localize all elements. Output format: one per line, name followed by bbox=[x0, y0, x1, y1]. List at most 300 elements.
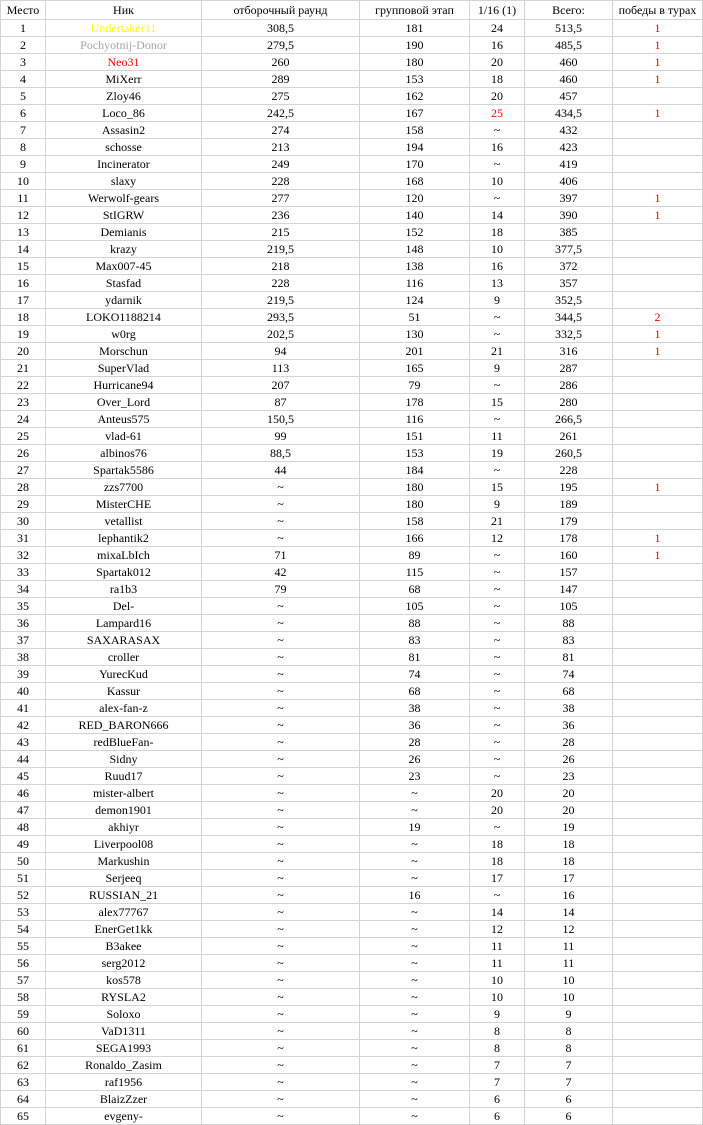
place-cell: 45 bbox=[1, 768, 46, 785]
header-group-stage: групповой этап bbox=[360, 1, 470, 20]
place-cell: 24 bbox=[1, 411, 46, 428]
total-cell: 406 bbox=[525, 173, 613, 190]
total-cell: 68 bbox=[525, 683, 613, 700]
total-cell: 332,5 bbox=[525, 326, 613, 343]
total-cell: 20 bbox=[525, 802, 613, 819]
round-of-16-cell: 19 bbox=[470, 445, 525, 462]
table-row bbox=[1, 802, 703, 819]
table-row bbox=[1, 598, 703, 615]
table-row bbox=[1, 122, 703, 139]
table-row bbox=[1, 54, 703, 71]
table-row bbox=[1, 462, 703, 479]
group-stage-cell: 180 bbox=[360, 496, 470, 513]
place-cell: 57 bbox=[1, 972, 46, 989]
total-cell: 20 bbox=[525, 785, 613, 802]
total-cell: 26 bbox=[525, 751, 613, 768]
table-row bbox=[1, 445, 703, 462]
qualifying-cell: 150,5 bbox=[202, 411, 360, 428]
tour-wins-cell bbox=[613, 921, 703, 938]
place-cell: 37 bbox=[1, 632, 46, 649]
total-cell: 178 bbox=[525, 530, 613, 547]
round-of-16-cell: ~ bbox=[470, 190, 525, 207]
place-cell: 6 bbox=[1, 105, 46, 122]
round-of-16-cell: 6 bbox=[470, 1108, 525, 1125]
nick-cell: Spartak012 bbox=[46, 564, 202, 581]
table-row bbox=[1, 683, 703, 700]
qualifying-cell: ~ bbox=[202, 785, 360, 802]
table-row bbox=[1, 207, 703, 224]
qualifying-cell: 242,5 bbox=[202, 105, 360, 122]
table-row bbox=[1, 71, 703, 88]
round-of-16-cell: 20 bbox=[470, 802, 525, 819]
group-stage-cell: 23 bbox=[360, 768, 470, 785]
tour-wins-cell bbox=[613, 241, 703, 258]
nick-cell: demon1901 bbox=[46, 802, 202, 819]
tour-wins-cell bbox=[613, 989, 703, 1006]
nick-cell: Incinerator bbox=[46, 156, 202, 173]
tour-wins-cell bbox=[613, 564, 703, 581]
qualifying-cell: ~ bbox=[202, 768, 360, 785]
place-cell: 62 bbox=[1, 1057, 46, 1074]
nick-cell: Lampard16 bbox=[46, 615, 202, 632]
table-row bbox=[1, 190, 703, 207]
group-stage-cell: 89 bbox=[360, 547, 470, 564]
tour-wins-cell: 1 bbox=[613, 20, 703, 37]
nick-cell: VaD1311 bbox=[46, 1023, 202, 1040]
round-of-16-cell: ~ bbox=[470, 649, 525, 666]
place-cell: 48 bbox=[1, 819, 46, 836]
qualifying-cell: ~ bbox=[202, 496, 360, 513]
table-row bbox=[1, 751, 703, 768]
table-row bbox=[1, 1023, 703, 1040]
round-of-16-cell: 15 bbox=[470, 479, 525, 496]
table-row bbox=[1, 1057, 703, 1074]
round-of-16-cell: 11 bbox=[470, 428, 525, 445]
round-of-16-cell: 20 bbox=[470, 785, 525, 802]
total-cell: 8 bbox=[525, 1023, 613, 1040]
total-cell: 195 bbox=[525, 479, 613, 496]
nick-cell: Werwolf-gears bbox=[46, 190, 202, 207]
header-qualifying-round: отборочный раунд bbox=[202, 1, 360, 20]
total-cell: 83 bbox=[525, 632, 613, 649]
nick-cell: Hurricane94 bbox=[46, 377, 202, 394]
group-stage-cell: ~ bbox=[360, 1057, 470, 1074]
table-row bbox=[1, 513, 703, 530]
round-of-16-cell: 9 bbox=[470, 1006, 525, 1023]
tour-wins-cell bbox=[613, 938, 703, 955]
group-stage-cell: ~ bbox=[360, 955, 470, 972]
total-cell: 81 bbox=[525, 649, 613, 666]
nick-cell: RUSSIAN_21 bbox=[46, 887, 202, 904]
round-of-16-cell: 8 bbox=[470, 1023, 525, 1040]
total-cell: 18 bbox=[525, 836, 613, 853]
total-cell: 6 bbox=[525, 1108, 613, 1125]
place-cell: 35 bbox=[1, 598, 46, 615]
nick-cell: Pochyotnij-Donor bbox=[46, 37, 202, 54]
qualifying-cell: 228 bbox=[202, 173, 360, 190]
table-row bbox=[1, 1006, 703, 1023]
table-row bbox=[1, 20, 703, 37]
total-cell: 372 bbox=[525, 258, 613, 275]
total-cell: 160 bbox=[525, 547, 613, 564]
place-cell: 46 bbox=[1, 785, 46, 802]
total-cell: 432 bbox=[525, 122, 613, 139]
place-cell: 12 bbox=[1, 207, 46, 224]
nick-cell: lephantik2 bbox=[46, 530, 202, 547]
group-stage-cell: 151 bbox=[360, 428, 470, 445]
table-row bbox=[1, 394, 703, 411]
qualifying-cell: 260 bbox=[202, 54, 360, 71]
place-cell: 23 bbox=[1, 394, 46, 411]
qualifying-cell: ~ bbox=[202, 802, 360, 819]
group-stage-cell: 153 bbox=[360, 71, 470, 88]
table-row bbox=[1, 530, 703, 547]
total-cell: 17 bbox=[525, 870, 613, 887]
place-cell: 18 bbox=[1, 309, 46, 326]
qualifying-cell: 88,5 bbox=[202, 445, 360, 462]
place-cell: 52 bbox=[1, 887, 46, 904]
round-of-16-cell: 18 bbox=[470, 836, 525, 853]
nick-cell: Spartak5586 bbox=[46, 462, 202, 479]
tour-wins-cell bbox=[613, 904, 703, 921]
round-of-16-cell: 25 bbox=[470, 105, 525, 122]
table-row bbox=[1, 547, 703, 564]
tour-wins-cell bbox=[613, 785, 703, 802]
nick-cell: B3akee bbox=[46, 938, 202, 955]
tour-wins-cell: 1 bbox=[613, 190, 703, 207]
group-stage-cell: 168 bbox=[360, 173, 470, 190]
round-of-16-cell: ~ bbox=[470, 377, 525, 394]
table-row bbox=[1, 88, 703, 105]
place-cell: 2 bbox=[1, 37, 46, 54]
group-stage-cell: 19 bbox=[360, 819, 470, 836]
tour-wins-cell bbox=[613, 751, 703, 768]
nick-cell: vlad-61 bbox=[46, 428, 202, 445]
nick-cell: MiXerr bbox=[46, 71, 202, 88]
qualifying-cell: ~ bbox=[202, 921, 360, 938]
total-cell: 344,5 bbox=[525, 309, 613, 326]
round-of-16-cell: ~ bbox=[470, 632, 525, 649]
place-cell: 40 bbox=[1, 683, 46, 700]
place-cell: 64 bbox=[1, 1091, 46, 1108]
total-cell: 485,5 bbox=[525, 37, 613, 54]
tour-wins-cell bbox=[613, 955, 703, 972]
tour-wins-cell bbox=[613, 615, 703, 632]
tour-wins-cell bbox=[613, 139, 703, 156]
place-cell: 27 bbox=[1, 462, 46, 479]
round-of-16-cell: 10 bbox=[470, 241, 525, 258]
header-total: Всего: bbox=[525, 1, 613, 20]
nick-cell: alex-fan-z bbox=[46, 700, 202, 717]
header-place: Место bbox=[1, 1, 46, 20]
tour-wins-cell bbox=[613, 632, 703, 649]
table-row bbox=[1, 1108, 703, 1125]
place-cell: 55 bbox=[1, 938, 46, 955]
total-cell: 18 bbox=[525, 853, 613, 870]
table-row bbox=[1, 632, 703, 649]
place-cell: 39 bbox=[1, 666, 46, 683]
group-stage-cell: 138 bbox=[360, 258, 470, 275]
round-of-16-cell: ~ bbox=[470, 547, 525, 564]
group-stage-cell: 116 bbox=[360, 275, 470, 292]
tour-wins-cell bbox=[613, 292, 703, 309]
nick-cell: evgeny- bbox=[46, 1108, 202, 1125]
nick-cell: Liverpool08 bbox=[46, 836, 202, 853]
group-stage-cell: 201 bbox=[360, 343, 470, 360]
nick-cell: slaxy bbox=[46, 173, 202, 190]
place-cell: 15 bbox=[1, 258, 46, 275]
group-stage-cell: 68 bbox=[360, 581, 470, 598]
table-row bbox=[1, 241, 703, 258]
tour-wins-cell bbox=[613, 224, 703, 241]
nick-cell: schosse bbox=[46, 139, 202, 156]
group-stage-cell: 124 bbox=[360, 292, 470, 309]
tour-wins-cell bbox=[613, 88, 703, 105]
place-cell: 11 bbox=[1, 190, 46, 207]
group-stage-cell: ~ bbox=[360, 1108, 470, 1125]
total-cell: 14 bbox=[525, 904, 613, 921]
tour-wins-cell: 2 bbox=[613, 309, 703, 326]
round-of-16-cell: ~ bbox=[470, 768, 525, 785]
group-stage-cell: 158 bbox=[360, 513, 470, 530]
nick-cell: StIGRW bbox=[46, 207, 202, 224]
round-of-16-cell: ~ bbox=[470, 326, 525, 343]
place-cell: 60 bbox=[1, 1023, 46, 1040]
tour-wins-cell bbox=[613, 1023, 703, 1040]
place-cell: 17 bbox=[1, 292, 46, 309]
qualifying-cell: ~ bbox=[202, 734, 360, 751]
place-cell: 8 bbox=[1, 139, 46, 156]
place-cell: 49 bbox=[1, 836, 46, 853]
table-row bbox=[1, 785, 703, 802]
table-row bbox=[1, 734, 703, 751]
tour-wins-cell bbox=[613, 836, 703, 853]
tour-wins-cell bbox=[613, 853, 703, 870]
tour-wins-cell bbox=[613, 1074, 703, 1091]
place-cell: 26 bbox=[1, 445, 46, 462]
table-row bbox=[1, 1091, 703, 1108]
place-cell: 14 bbox=[1, 241, 46, 258]
total-cell: 286 bbox=[525, 377, 613, 394]
table-row bbox=[1, 819, 703, 836]
place-cell: 43 bbox=[1, 734, 46, 751]
group-stage-cell: 28 bbox=[360, 734, 470, 751]
table-row bbox=[1, 564, 703, 581]
total-cell: 397 bbox=[525, 190, 613, 207]
qualifying-cell: ~ bbox=[202, 989, 360, 1006]
nick-cell: redBlueFan- bbox=[46, 734, 202, 751]
tour-wins-cell: 1 bbox=[613, 530, 703, 547]
nick-cell: mixaLbIch bbox=[46, 547, 202, 564]
nick-cell: akhiyr bbox=[46, 819, 202, 836]
nick-cell: Sidny bbox=[46, 751, 202, 768]
place-cell: 31 bbox=[1, 530, 46, 547]
round-of-16-cell: 20 bbox=[470, 54, 525, 71]
qualifying-cell: ~ bbox=[202, 955, 360, 972]
total-cell: 266,5 bbox=[525, 411, 613, 428]
group-stage-cell: 165 bbox=[360, 360, 470, 377]
qualifying-cell: ~ bbox=[202, 615, 360, 632]
round-of-16-cell: ~ bbox=[470, 751, 525, 768]
nick-cell: YurecKud bbox=[46, 666, 202, 683]
place-cell: 16 bbox=[1, 275, 46, 292]
place-cell: 63 bbox=[1, 1074, 46, 1091]
tour-wins-cell bbox=[613, 1040, 703, 1057]
tour-wins-cell bbox=[613, 258, 703, 275]
group-stage-cell: 190 bbox=[360, 37, 470, 54]
place-cell: 20 bbox=[1, 343, 46, 360]
round-of-16-cell: 10 bbox=[470, 989, 525, 1006]
place-cell: 30 bbox=[1, 513, 46, 530]
total-cell: 6 bbox=[525, 1091, 613, 1108]
group-stage-cell: ~ bbox=[360, 1074, 470, 1091]
place-cell: 22 bbox=[1, 377, 46, 394]
nick-cell: Stasfad bbox=[46, 275, 202, 292]
tour-wins-cell bbox=[613, 122, 703, 139]
group-stage-cell: 152 bbox=[360, 224, 470, 241]
nick-cell: w0rg bbox=[46, 326, 202, 343]
tour-wins-cell bbox=[613, 683, 703, 700]
qualifying-cell: 228 bbox=[202, 275, 360, 292]
header-round-of-16: 1/16 (1) bbox=[470, 1, 525, 20]
place-cell: 32 bbox=[1, 547, 46, 564]
place-cell: 56 bbox=[1, 955, 46, 972]
place-cell: 51 bbox=[1, 870, 46, 887]
group-stage-cell: 180 bbox=[360, 479, 470, 496]
total-cell: 434,5 bbox=[525, 105, 613, 122]
total-cell: 316 bbox=[525, 343, 613, 360]
header-tour-wins: победы в турах bbox=[613, 1, 703, 20]
total-cell: 423 bbox=[525, 139, 613, 156]
tour-wins-cell bbox=[613, 819, 703, 836]
round-of-16-cell: ~ bbox=[470, 122, 525, 139]
group-stage-cell: ~ bbox=[360, 1040, 470, 1057]
qualifying-cell: 218 bbox=[202, 258, 360, 275]
table-row bbox=[1, 717, 703, 734]
table-row bbox=[1, 411, 703, 428]
nick-cell: Anteus575 bbox=[46, 411, 202, 428]
total-cell: 38 bbox=[525, 700, 613, 717]
group-stage-cell: 79 bbox=[360, 377, 470, 394]
place-cell: 34 bbox=[1, 581, 46, 598]
table-row bbox=[1, 326, 703, 343]
table-row bbox=[1, 870, 703, 887]
group-stage-cell: 178 bbox=[360, 394, 470, 411]
qualifying-cell: ~ bbox=[202, 853, 360, 870]
tour-wins-cell bbox=[613, 1091, 703, 1108]
total-cell: 11 bbox=[525, 955, 613, 972]
qualifying-cell: ~ bbox=[202, 717, 360, 734]
nick-cell: ra1b3 bbox=[46, 581, 202, 598]
qualifying-cell: 213 bbox=[202, 139, 360, 156]
qualifying-cell: 42 bbox=[202, 564, 360, 581]
group-stage-cell: ~ bbox=[360, 938, 470, 955]
group-stage-cell: 83 bbox=[360, 632, 470, 649]
round-of-16-cell: 15 bbox=[470, 394, 525, 411]
total-cell: 12 bbox=[525, 921, 613, 938]
tour-wins-cell bbox=[613, 462, 703, 479]
total-cell: 7 bbox=[525, 1074, 613, 1091]
table-row bbox=[1, 1074, 703, 1091]
round-of-16-cell: 10 bbox=[470, 173, 525, 190]
nick-cell: Del- bbox=[46, 598, 202, 615]
round-of-16-cell: 12 bbox=[470, 530, 525, 547]
qualifying-cell: ~ bbox=[202, 1074, 360, 1091]
round-of-16-cell: 18 bbox=[470, 853, 525, 870]
total-cell: 19 bbox=[525, 819, 613, 836]
qualifying-cell: 289 bbox=[202, 71, 360, 88]
qualifying-cell: 293,5 bbox=[202, 309, 360, 326]
place-cell: 58 bbox=[1, 989, 46, 1006]
group-stage-cell: 81 bbox=[360, 649, 470, 666]
tour-wins-cell bbox=[613, 887, 703, 904]
tour-wins-cell bbox=[613, 275, 703, 292]
qualifying-cell: ~ bbox=[202, 1057, 360, 1074]
nick-cell: Markushin bbox=[46, 853, 202, 870]
total-cell: 385 bbox=[525, 224, 613, 241]
round-of-16-cell: ~ bbox=[470, 309, 525, 326]
tour-wins-cell bbox=[613, 411, 703, 428]
place-cell: 33 bbox=[1, 564, 46, 581]
total-cell: 147 bbox=[525, 581, 613, 598]
round-of-16-cell: 18 bbox=[470, 224, 525, 241]
group-stage-cell: 68 bbox=[360, 683, 470, 700]
total-cell: 88 bbox=[525, 615, 613, 632]
round-of-16-cell: ~ bbox=[470, 564, 525, 581]
tour-wins-cell bbox=[613, 513, 703, 530]
round-of-16-cell: 13 bbox=[470, 275, 525, 292]
place-cell: 25 bbox=[1, 428, 46, 445]
tour-wins-cell bbox=[613, 870, 703, 887]
tour-wins-cell bbox=[613, 156, 703, 173]
nick-cell: Serjeeq bbox=[46, 870, 202, 887]
qualifying-cell: 44 bbox=[202, 462, 360, 479]
round-of-16-cell: 7 bbox=[470, 1074, 525, 1091]
round-of-16-cell: 16 bbox=[470, 258, 525, 275]
table-row bbox=[1, 700, 703, 717]
place-cell: 50 bbox=[1, 853, 46, 870]
total-cell: 460 bbox=[525, 71, 613, 88]
tour-wins-cell: 1 bbox=[613, 343, 703, 360]
nick-cell: Soloxo bbox=[46, 1006, 202, 1023]
total-cell: 74 bbox=[525, 666, 613, 683]
qualifying-cell: 308,5 bbox=[202, 20, 360, 37]
total-cell: 28 bbox=[525, 734, 613, 751]
nick-cell: mister-albert bbox=[46, 785, 202, 802]
round-of-16-cell: 6 bbox=[470, 1091, 525, 1108]
tour-wins-cell bbox=[613, 734, 703, 751]
group-stage-cell: ~ bbox=[360, 853, 470, 870]
nick-cell: Demianis bbox=[46, 224, 202, 241]
qualifying-cell: 202,5 bbox=[202, 326, 360, 343]
round-of-16-cell: 14 bbox=[470, 207, 525, 224]
nick-cell: MisterCHE bbox=[46, 496, 202, 513]
qualifying-cell: 87 bbox=[202, 394, 360, 411]
total-cell: 105 bbox=[525, 598, 613, 615]
table-row bbox=[1, 139, 703, 156]
qualifying-cell: 207 bbox=[202, 377, 360, 394]
round-of-16-cell: 10 bbox=[470, 972, 525, 989]
total-cell: 352,5 bbox=[525, 292, 613, 309]
table-row bbox=[1, 887, 703, 904]
table-row bbox=[1, 921, 703, 938]
place-cell: 36 bbox=[1, 615, 46, 632]
tour-wins-cell bbox=[613, 598, 703, 615]
table-row bbox=[1, 360, 703, 377]
group-stage-cell: 105 bbox=[360, 598, 470, 615]
tour-wins-cell bbox=[613, 666, 703, 683]
qualifying-cell: 219,5 bbox=[202, 292, 360, 309]
